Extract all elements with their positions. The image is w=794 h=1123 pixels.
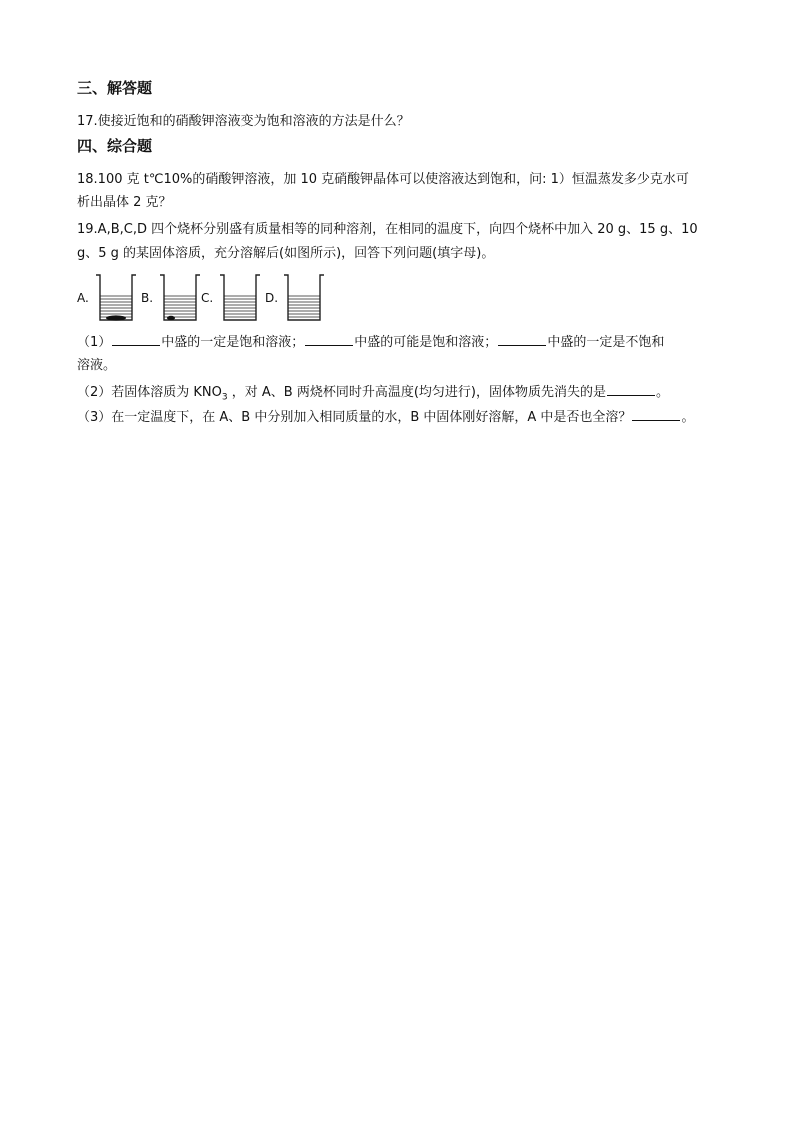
beaker-c-icon [218,272,262,322]
question-18-line2: 析出晶体 2 克？ [77,195,172,210]
beaker-d-icon [282,272,326,322]
solid-small [167,316,175,320]
question-17: 17.使接近饱和的硝酸钾溶液变为饱和溶液的方法是什么？ [77,114,410,129]
beaker-label-a: A. [77,291,89,305]
answer-blank-1[interactable] [112,333,160,346]
beaker-b-icon [158,272,202,322]
question-19-line2: g、5 g 的某固体溶质，充分溶解后(如图所示)，回答下列问题(填字母)。 [77,246,495,261]
question-19-part3: （3）在一定温度下，在 A、B 中分别加入相同质量的水，B 中固体刚好溶解，A 中是否也全溶？ 。 [77,410,695,425]
section-heading-3: 三、解答题 [77,79,153,97]
beaker-figure [77,272,377,324]
beaker-label-c: C. [201,291,214,305]
answer-blank-3[interactable] [498,333,546,346]
question-19-line1: 19.A,B,C,D 四个烧杯分别盛有质量相等的同种溶剂，在相同的温度下，向四个烧杯中加入 20 g、15 g、10 [77,222,698,237]
beaker-a-icon [94,272,138,322]
answer-blank-4[interactable] [607,383,655,396]
solid-large [106,315,126,320]
question-18-line1: 18.100 克 t℃10%的硝酸钾溶液，加 10 克硝酸钾晶体可以使溶液达到饱和，问: 1）恒温蒸发多少克水可 [77,172,689,187]
beaker-label-d: D. [265,291,279,305]
question-19-part1-cont: 溶液。 [77,358,117,373]
question-19-part1: （1） 中盛的一定是饱和溶液； 中盛的可能是饱和溶液； 中盛的一定是不饱和 [77,335,665,350]
beaker-label-b: B. [141,291,154,305]
answer-blank-5[interactable] [632,408,680,421]
section-heading-4: 四、综合题 [77,137,153,155]
answer-blank-2[interactable] [305,333,353,346]
question-19-part2: （2）若固体溶质为 $KNO_3$ ，对 A、B 两烧杯同时升高温度(均匀进行)，固体物质先消失的是 。 [77,385,669,403]
